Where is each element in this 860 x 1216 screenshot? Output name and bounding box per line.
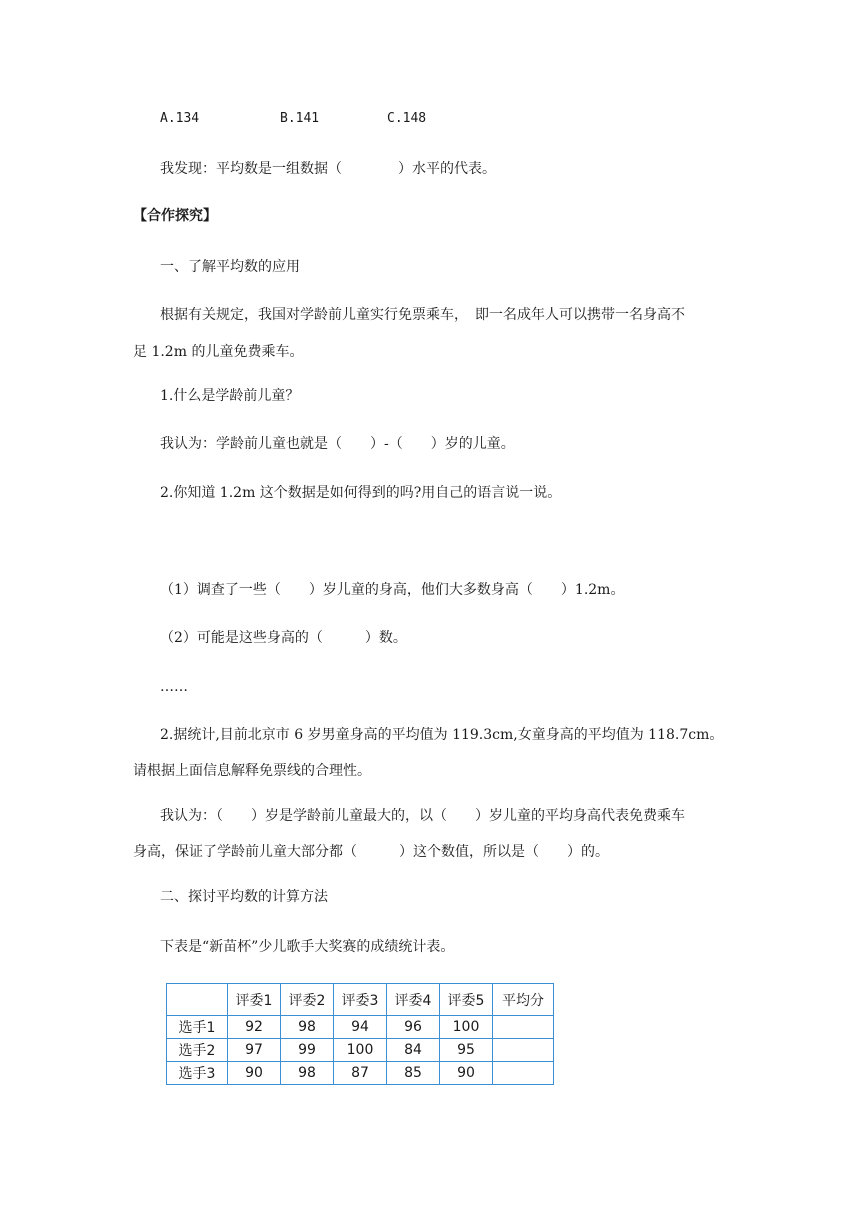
option-b: B.141 bbox=[280, 111, 320, 126]
score-table bbox=[166, 983, 554, 1085]
table-header-cell: 评委1 bbox=[228, 984, 281, 1016]
option-a: A.134 bbox=[160, 111, 200, 126]
ellipsis: …… bbox=[160, 679, 188, 695]
table-header-cell: 评委4 bbox=[387, 984, 440, 1016]
table-intro: 下表是“新苗杯”少儿歌手大奖赛的成绩统计表。 bbox=[160, 939, 455, 955]
table-cell: 90 bbox=[228, 1062, 281, 1085]
question-1: 1.什么是学龄前儿童？ bbox=[160, 388, 300, 404]
table-cell: 84 bbox=[387, 1039, 440, 1062]
part2-title: 二、探讨平均数的计算方法 bbox=[160, 889, 328, 905]
table-row bbox=[167, 1016, 554, 1039]
table-row bbox=[167, 1062, 554, 1085]
table-row bbox=[167, 1039, 554, 1062]
table-cell: 选手3 bbox=[167, 1062, 228, 1085]
reasoning-line1: 我认为：（ ）岁是学龄前儿童最大的，以（ ）岁儿童的平均身高代表免费乘车 bbox=[160, 808, 685, 824]
table-cell: 87 bbox=[334, 1062, 387, 1085]
table-cell: 100 bbox=[334, 1039, 387, 1062]
statistics-line2: 请根据上面信息解释免票线的合理性。 bbox=[133, 763, 371, 779]
section-header: 【合作探究】 bbox=[133, 208, 217, 224]
sub-question-2: （2）可能是这些身高的（ ）数。 bbox=[160, 630, 407, 646]
sub-question-1: （1）调查了一些（ ）岁儿童的身高，他们大多数身高（ ）1.2m。 bbox=[160, 582, 625, 598]
table-cell: 95 bbox=[440, 1039, 493, 1062]
table-header-row bbox=[167, 984, 554, 1016]
table-header-cell: 评委5 bbox=[440, 984, 493, 1016]
rule-text-line1: 根据有关规定，我国对学龄前儿童实行免票乘车， 即一名成年人可以携带一名身高不 bbox=[160, 307, 685, 323]
statistics-line1: 2.据统计,目前北京市 6 岁男童身高的平均值为 119.3cm,女童身高的平均值为 118.7cm。 bbox=[160, 727, 724, 743]
table-cell[interactable] bbox=[493, 1016, 554, 1039]
table-cell: 98 bbox=[281, 1016, 334, 1039]
table-cell: 99 bbox=[281, 1039, 334, 1062]
discover-sentence: 我发现：平均数是一组数据（ ）水平的代表。 bbox=[160, 161, 496, 177]
table-cell: 100 bbox=[440, 1016, 493, 1039]
table-cell: 选手1 bbox=[167, 1016, 228, 1039]
table-cell[interactable] bbox=[493, 1039, 554, 1062]
table-cell: 96 bbox=[387, 1016, 440, 1039]
table-cell: 98 bbox=[281, 1062, 334, 1085]
table-cell: 94 bbox=[334, 1016, 387, 1039]
table-cell: 90 bbox=[440, 1062, 493, 1085]
table-header-cell: 评委2 bbox=[281, 984, 334, 1016]
rule-text-line2: 足 1.2m 的儿童免费乘车。 bbox=[133, 344, 304, 360]
table-header-cell: 评委3 bbox=[334, 984, 387, 1016]
reasoning-line2: 身高，保证了学龄前儿童大部分都（ ）这个数值，所以是（ ）的。 bbox=[133, 844, 609, 860]
option-c: C.148 bbox=[387, 111, 427, 126]
table-cell: 92 bbox=[228, 1016, 281, 1039]
question-2: 2.你知道 1.2m 这个数据是如何得到的吗?用自己的语言说一说。 bbox=[160, 485, 562, 501]
table-cell: 97 bbox=[228, 1039, 281, 1062]
table-header-cell bbox=[167, 984, 228, 1016]
table-cell: 选手2 bbox=[167, 1039, 228, 1062]
part1-title: 一、了解平均数的应用 bbox=[160, 259, 300, 275]
table-cell: 85 bbox=[387, 1062, 440, 1085]
table-header-cell: 平均分 bbox=[493, 984, 554, 1016]
answer-1: 我认为：学龄前儿童也就是（ ）-（ ）岁的儿童。 bbox=[160, 436, 515, 452]
table-cell[interactable] bbox=[493, 1062, 554, 1085]
